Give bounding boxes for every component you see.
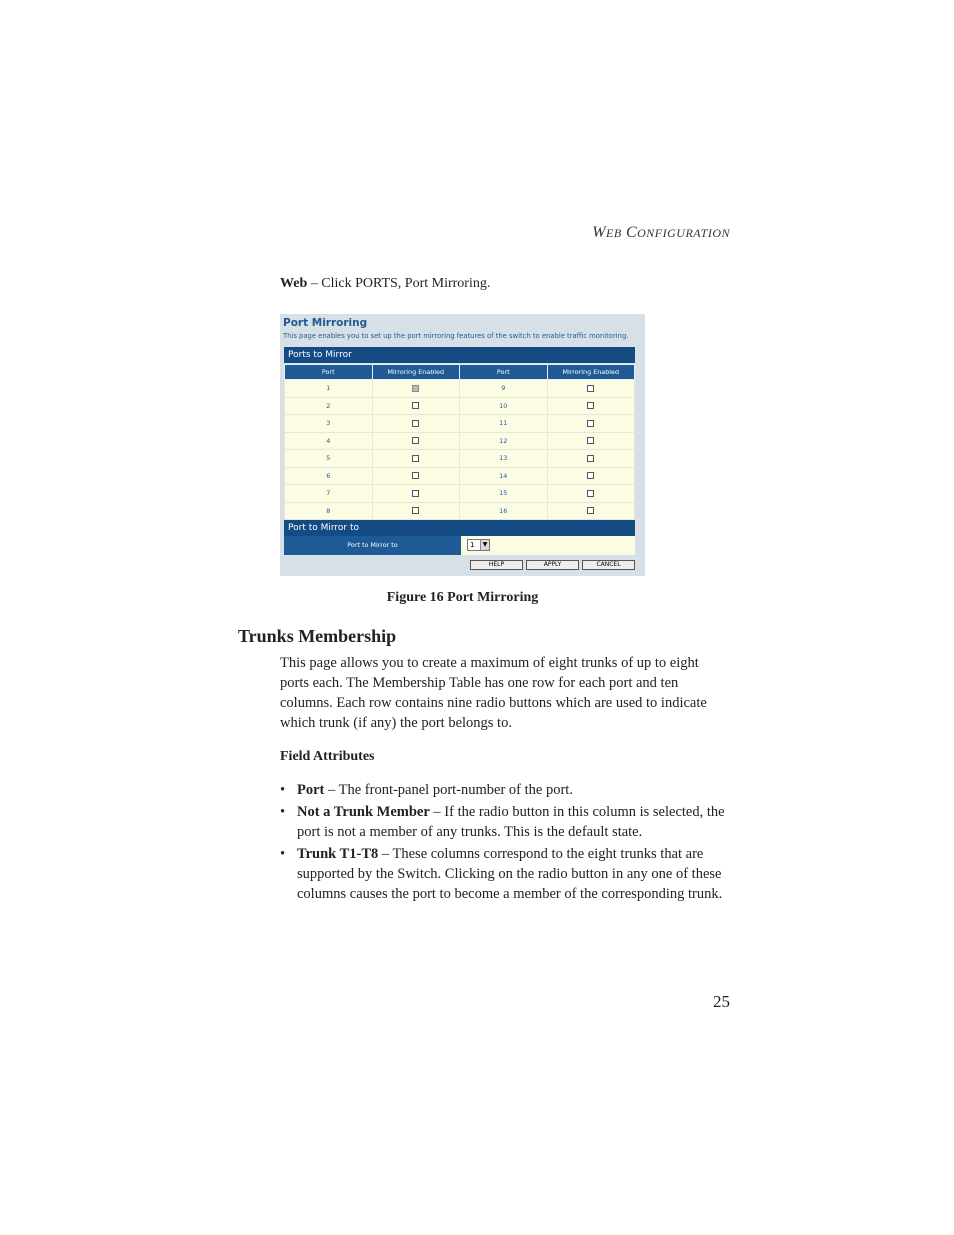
- ports-table: [284, 364, 635, 520]
- mirroring-cell: [547, 380, 635, 398]
- bullet-text: – These columns correspond to the eight trunks that are supported by the Switch. Clicking on the radio button in any one of these columns causes the port to become a member of the corresponding trunk.: [297, 846, 723, 902]
- mirroring-cell: [547, 450, 635, 468]
- port-number: 5: [285, 450, 373, 468]
- port-number: 7: [285, 485, 373, 503]
- mirroring-cell: [372, 380, 460, 398]
- mirroring-cell: [372, 450, 460, 468]
- running-head-w: W: [592, 224, 607, 241]
- mirroring-cell: [372, 432, 460, 450]
- running-head-eb: EB: [606, 226, 622, 240]
- port-number: 9: [460, 380, 548, 398]
- port-number: 13: [460, 450, 548, 468]
- mirroring-checkbox[interactable]: [412, 455, 419, 462]
- mirroring-checkbox[interactable]: [587, 402, 594, 409]
- chevron-down-icon: ▼: [480, 540, 489, 550]
- list-item: [280, 780, 730, 800]
- screenshot-description: This page enables you to set up the port mirroring features of the switch to enable traffic monitoring.: [283, 332, 629, 340]
- mirror-to-label: Port to Mirror to: [284, 536, 461, 555]
- port-number: 14: [460, 467, 548, 485]
- page-number: 25: [713, 992, 730, 1011]
- mirroring-checkbox[interactable]: [412, 437, 419, 444]
- bullet-term: Trunk T1-T8: [297, 846, 379, 862]
- screenshot-title: Port Mirroring: [283, 317, 368, 329]
- port-number: 6: [285, 467, 373, 485]
- mirroring-checkbox[interactable]: [587, 472, 594, 479]
- mirroring-checkbox[interactable]: [587, 437, 594, 444]
- figure-caption: Figure 16 Port Mirroring: [386, 590, 539, 605]
- mirroring-checkbox: [412, 385, 419, 392]
- help-button[interactable]: HELP: [470, 560, 523, 570]
- table-row: [285, 467, 635, 485]
- mirroring-checkbox[interactable]: [412, 472, 419, 479]
- section-paragraph: This page allows you to create a maximum of eight trunks of up to eight ports each. The Membership Table has one row for each port and ten columns. Each row contains nine radio buttons which are used to indicate which trunk (if any) the port belongs to.: [280, 655, 707, 731]
- mirroring-cell: [547, 397, 635, 415]
- running-head-c: C: [625, 224, 638, 241]
- bullet-icon: •: [280, 782, 286, 798]
- col-mirroring-right: Mirroring Enabled: [547, 365, 635, 380]
- mirroring-checkbox[interactable]: [587, 507, 594, 514]
- table-row: [285, 380, 635, 398]
- port-number: 1: [285, 380, 373, 398]
- mirroring-cell: [372, 467, 460, 485]
- table-row: [285, 432, 635, 450]
- col-port-right: Port: [460, 365, 548, 380]
- port-number: 2: [285, 397, 373, 415]
- mirroring-cell: [547, 502, 635, 520]
- bullet-term: Port: [297, 782, 325, 798]
- table-row: [285, 397, 635, 415]
- table-row: [285, 415, 635, 433]
- list-item: [280, 844, 730, 904]
- port-number: 8: [285, 502, 373, 520]
- ports-table-body: [285, 380, 635, 520]
- mirroring-checkbox[interactable]: [412, 490, 419, 497]
- bullet-icon: •: [280, 846, 286, 862]
- col-port-left: Port: [285, 365, 373, 380]
- bullet-term: Not a Trunk Member: [297, 804, 430, 820]
- running-head: [560, 224, 730, 242]
- mirroring-cell: [547, 415, 635, 433]
- mirroring-cell: [372, 415, 460, 433]
- mirroring-checkbox[interactable]: [587, 490, 594, 497]
- ports-to-mirror-header: Ports to Mirror: [284, 347, 635, 363]
- mirroring-checkbox[interactable]: [412, 402, 419, 409]
- port-to-mirror-to-header: Port to Mirror to: [284, 520, 635, 536]
- port-number: 3: [285, 415, 373, 433]
- mirroring-cell: [372, 485, 460, 503]
- section-heading: Trunks Membership: [238, 626, 397, 646]
- bullet-text: – If the radio button in this column is selected, the port is not a member of any trunks. This is the default state.: [297, 804, 725, 840]
- mirroring-checkbox[interactable]: [587, 420, 594, 427]
- port-number: 15: [460, 485, 548, 503]
- apply-button[interactable]: APPLY: [526, 560, 579, 570]
- bullet-icon: •: [280, 804, 286, 820]
- cancel-button[interactable]: CANCEL: [582, 560, 635, 570]
- port-mirroring-screenshot: [280, 314, 645, 576]
- port-number: 4: [285, 432, 373, 450]
- mirror-to-select[interactable]: [467, 539, 490, 551]
- mirroring-checkbox[interactable]: [587, 385, 594, 392]
- col-mirroring-left: Mirroring Enabled: [372, 365, 460, 380]
- port-number: 11: [460, 415, 548, 433]
- table-row: [285, 485, 635, 503]
- list-item: [280, 802, 730, 842]
- port-number: 10: [460, 397, 548, 415]
- table-row: [285, 502, 635, 520]
- mirroring-checkbox[interactable]: [412, 507, 419, 514]
- mirroring-cell: [372, 502, 460, 520]
- mirroring-cell: [372, 397, 460, 415]
- port-number: 16: [460, 502, 548, 520]
- mirroring-cell: [547, 432, 635, 450]
- running-head-onfiguration: ONFIGURATION: [637, 226, 730, 240]
- port-number: 12: [460, 432, 548, 450]
- mirror-to-cell: [461, 536, 635, 555]
- mirror-to-value: 1: [470, 541, 475, 549]
- intro-bold: Web: [280, 276, 308, 291]
- mirror-to-row: [284, 536, 635, 555]
- intro-rest: – Click PORTS, Port Mirroring.: [307, 276, 491, 291]
- field-attributes-heading: Field Attributes: [280, 749, 375, 764]
- intro-line: [280, 276, 490, 292]
- mirroring-checkbox[interactable]: [587, 455, 594, 462]
- table-row: [285, 450, 635, 468]
- mirroring-checkbox[interactable]: [412, 420, 419, 427]
- mirroring-cell: [547, 485, 635, 503]
- field-attributes-list: [280, 780, 730, 906]
- bullet-text: – The front-panel port-number of the port.: [324, 782, 573, 798]
- mirroring-cell: [547, 467, 635, 485]
